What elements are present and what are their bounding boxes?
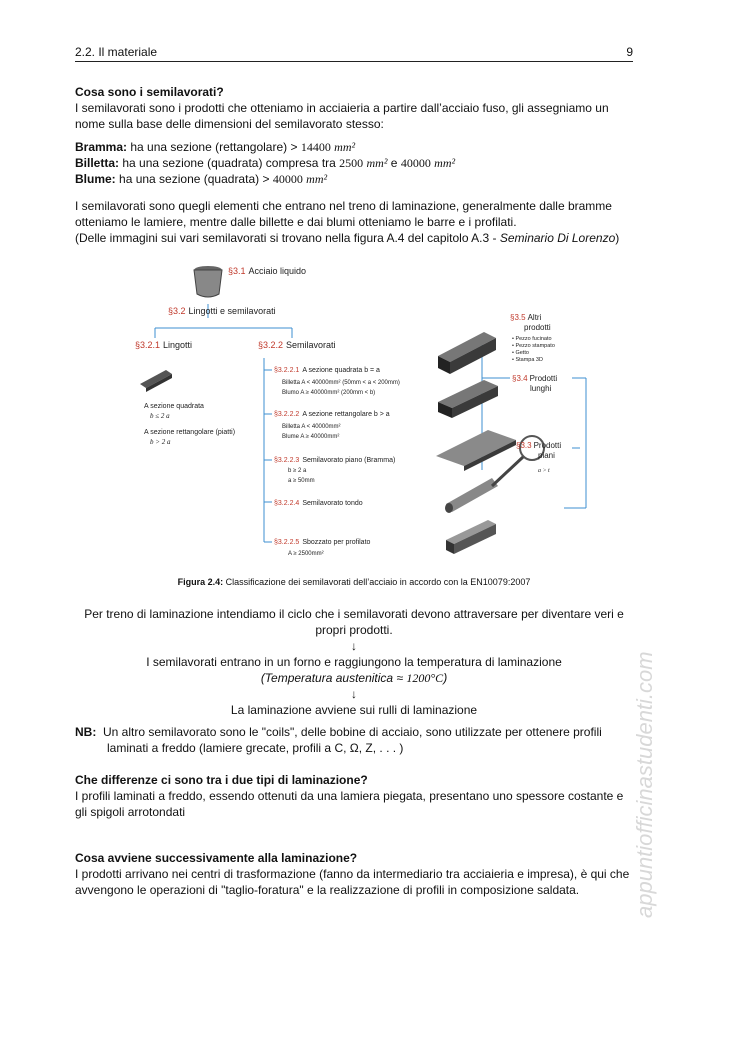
caption-label: Figura 2.4:: [177, 577, 224, 587]
item-number: §3.2.2.1: [274, 367, 300, 374]
label-text: Lingotti e semilavorati: [188, 306, 276, 316]
definition-text: ha una sezione (rettangolare) >: [130, 140, 298, 154]
altri-item: • Pezzo stampato: [512, 343, 555, 349]
label-lunghi-2: lunghi: [530, 384, 552, 393]
question-semilavorati: [75, 84, 633, 132]
temperature-label: (Temperatura austenitica ≈: [260, 671, 404, 685]
item-number: §3.2.2.3: [274, 457, 300, 464]
answer-paragraph: I profili laminati a freddo, essendo ottenuti da una lamiera piegata, presentano uno spessore costante e gli spigoli arrotondati: [75, 789, 624, 819]
altri-item: • Stampa 3D: [512, 357, 543, 363]
watermark: [612, 540, 672, 920]
down-arrow-icon: ↓: [351, 687, 357, 701]
label-text: Semilavorati: [286, 340, 336, 350]
item-number: §3.2.2.5: [274, 539, 300, 546]
definition-value: 40000: [272, 172, 303, 186]
label-number: §3.4: [512, 374, 528, 383]
label-number: §3.1: [228, 266, 246, 276]
item-detail: Billetta A < 40000mm²: [282, 424, 341, 430]
nb-text: [75, 724, 633, 756]
treno-definition: Per treno di laminazione intendiamo il ciclo che i semilavorati devono attraversare per diventare veri e propri prodotti.: [84, 607, 624, 637]
label-lingotti-semilavorati: [168, 306, 276, 316]
definition-unit: mm²: [334, 140, 356, 154]
reference-title: Seminario Di Lorenzo: [499, 231, 616, 245]
item-title: Semilavorato tondo: [302, 500, 363, 507]
item-number: §3.2.2.2: [274, 411, 300, 418]
question-differenze: [75, 772, 633, 820]
item-title: A sezione quadrata b = a: [302, 367, 380, 374]
slab-icon: [436, 430, 516, 471]
label-number: §3.5: [510, 313, 526, 322]
answer-paragraph: I semilavorati sono i prodotti che otteniamo in acciaieria a partire dall’acciaio fuso, gli assegniamo un nome sulla base delle dimensioni del semilavorato stesso:: [75, 101, 609, 131]
caption-text: Classificazione dei semilavorati dell’acciaio in accordo con la EN10079:2007: [225, 577, 531, 587]
label-piani: [516, 441, 561, 450]
semilavorati-list: [274, 367, 400, 557]
svg-text:§3.2.2.4Semilavorato tondo: [274, 500, 363, 507]
label-text: Prodotti: [529, 374, 558, 383]
svg-text:§3.2.2.1A sezione quadrata b: [274, 367, 380, 374]
answer-paragraph: I prodotti arrivano nei centri di trasformazione (fanno da intermediario tra acciaieria e impresa), è qui che avvengono le operazioni di "taglio-foratura" e la realizzazione di profili in composizione saldata.: [75, 867, 630, 897]
label-lunghi: [512, 374, 557, 383]
item-title: A sezione rettangolare b > a: [302, 411, 390, 418]
section-title: 2.2. Il materiale: [75, 45, 158, 59]
label-text: Prodotti: [533, 441, 562, 450]
label-prodotti: prodotti: [524, 323, 551, 332]
label-number: §3.2: [168, 306, 186, 316]
definition-bramma: [75, 139, 633, 155]
definition-term: Bramma:: [75, 140, 128, 154]
ingot-rect-condition: b > 2 a: [150, 438, 171, 446]
ladle-icon: [194, 266, 222, 297]
item-title: Sbozzato per profilato: [302, 539, 371, 546]
question-title: Cosa avviene successivamente alla laminazione?: [75, 851, 358, 865]
definition-billetta: [75, 155, 633, 171]
treno-block: [75, 606, 633, 718]
header-rule: [75, 61, 633, 62]
profile-section-icon: [446, 520, 496, 554]
nb-note: [75, 724, 633, 756]
question-title: Che differenze ci sono tra i due tipi di laminazione?: [75, 773, 368, 787]
label-piani-2: piani: [538, 451, 555, 460]
altri-list: [512, 336, 555, 363]
definition-term: Blume:: [75, 172, 116, 186]
svg-text:§3.2.2.5Sbozzato per profilato: [274, 539, 371, 546]
down-arrow-icon: ↓: [351, 639, 357, 653]
altri-item: • Getto: [512, 350, 529, 356]
item-detail: Billetta A < 40000mm² (50mm < a < 200mm): [282, 380, 400, 386]
definition-text: ha una sezione (quadrata) compresa tra: [122, 156, 336, 170]
definition-unit-2: mm²: [434, 156, 456, 170]
billet-square-icon: [438, 332, 496, 374]
label-text: Lingotti: [163, 340, 193, 350]
nb-body: Un altro semilavorato sono le "coils", delle bobine di acciaio, sono utilizzate per ottenere profili laminati a freddo (lamiere grecate, profili a C, Ω, Z, . . . ): [103, 725, 602, 755]
definition-value-2: 40000: [400, 156, 431, 170]
item-title: Semilavorato piano (Bramma): [302, 457, 396, 464]
reference-text: (Delle immagini sui vari semilavorati si trovano nella figura A.4 del capitolo A.3 -: [75, 231, 500, 245]
round-bar-icon: [445, 478, 498, 513]
label-semilavorati: [258, 340, 336, 350]
figure-caption: [75, 574, 633, 590]
page-number: 9: [626, 45, 633, 59]
altri-item: • Pezzo fucinato: [512, 336, 552, 342]
item-detail: a ≥ 50mm: [288, 478, 315, 484]
label-altri: [510, 313, 542, 322]
item-detail: Blume A ≥ 40000mm²: [282, 434, 340, 440]
definition-unit: mm²: [306, 172, 328, 186]
item-detail: Blumo A ≥ 40000mm² (200mm < b): [282, 390, 376, 396]
ingot-icon: [140, 370, 172, 392]
label-text: Acciaio liquido: [248, 266, 307, 276]
treno-step-rulli: La laminazione avviene sui rulli di laminazione: [230, 703, 478, 717]
definition-value: 14400: [300, 140, 331, 154]
item-detail: b ≥ 2 a: [288, 468, 307, 474]
definition-value: 2500: [339, 156, 364, 170]
ingot-rect-label: A sezione rettangolare (piatti): [144, 429, 236, 436]
label-number: §3.3: [516, 441, 532, 450]
definition-unit: mm²: [366, 156, 388, 170]
question-successivamente: [75, 850, 633, 898]
label-lingotti: [135, 340, 192, 350]
label-piani-condition: a > t: [538, 468, 550, 474]
label-text: Altri: [527, 313, 542, 322]
treno-temperature: [75, 670, 633, 686]
paragraph-text: I semilavorati sono quegli elementi che entrano nel treno di laminazione, generalmente dalle bramme otteniamo le lamiere, mentre dalle billette e dai blumi otteniamo le barre e i profilati.: [75, 199, 612, 229]
classification-figure: [120, 258, 600, 564]
definition-conjunction: e: [390, 156, 398, 170]
nb-label: NB:: [75, 725, 97, 739]
paragraph-laminazione: [75, 198, 633, 246]
label-number: §3.2.1: [135, 340, 161, 350]
watermark-text: appuntiofficinastudenti.com: [632, 651, 657, 918]
definition-term: Billetta:: [75, 156, 120, 170]
page-header: [75, 44, 633, 62]
definitions-list: [75, 139, 633, 187]
svg-text:§3.2.2.3Semilavorato piano (Br: [274, 457, 395, 464]
ingot-square-condition: b ≤ 2 a: [150, 412, 170, 420]
svg-text:§3.2.2.2A sezione rettangolare: [274, 411, 390, 418]
reference-close: ): [615, 231, 620, 245]
paragraph-reference: [75, 230, 633, 246]
billet-rect-icon: [438, 380, 498, 418]
question-title: Cosa sono i semilavorati?: [75, 85, 224, 99]
temperature-value: 1200°C: [406, 671, 444, 685]
label-number: §3.2.2: [258, 340, 284, 350]
label-acciaio: [228, 266, 306, 276]
item-detail: A ≥ 2500mm²: [288, 551, 324, 557]
definition-blume: [75, 171, 633, 187]
item-number: §3.2.2.4: [274, 500, 300, 507]
treno-step-forno: I semilavorati entrano in un forno e raggiungono la temperatura di laminazione: [146, 655, 562, 669]
definition-text: ha una sezione (quadrata) >: [119, 172, 270, 186]
temperature-close: ): [443, 671, 448, 685]
ingot-square-label: A sezione quadrata: [144, 403, 204, 410]
